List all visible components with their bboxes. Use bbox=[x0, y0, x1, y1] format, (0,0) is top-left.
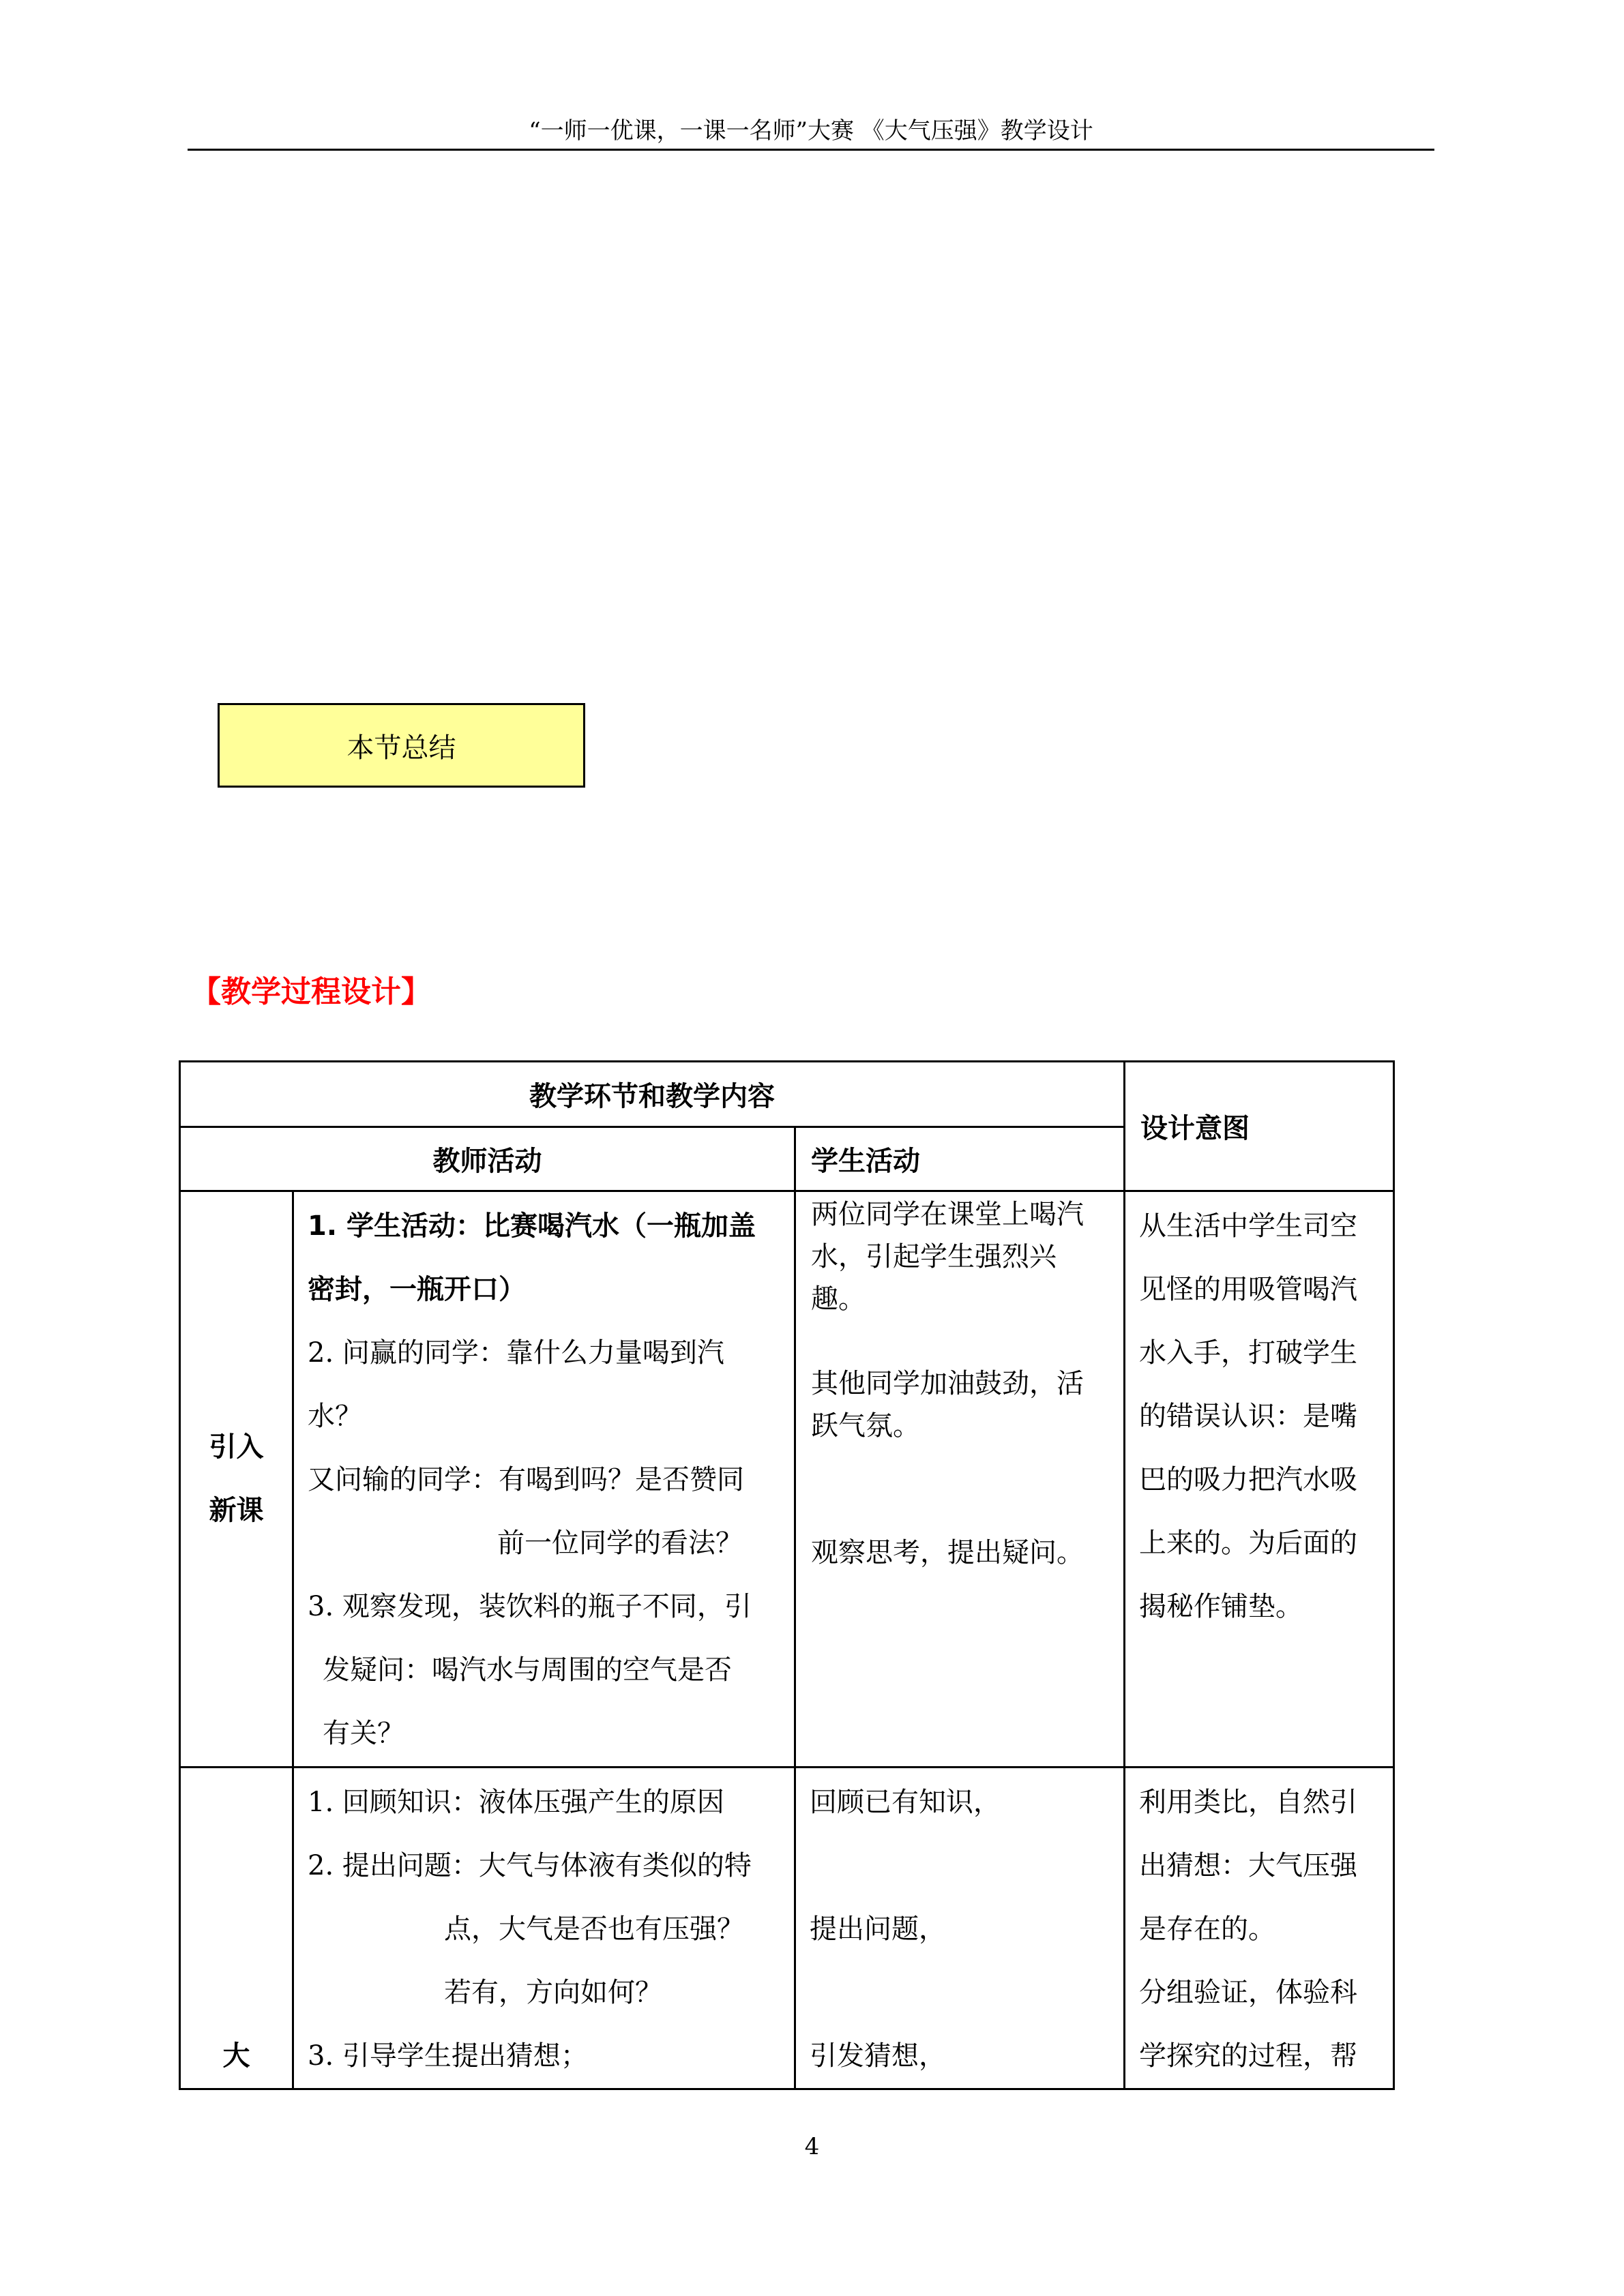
teacher-line: 2. 提出问题：大气与体液有类似的特 bbox=[308, 1850, 752, 1881]
stage-label: 新课 bbox=[209, 1495, 264, 1526]
student-line bbox=[810, 1961, 1111, 2025]
summary-box bbox=[218, 703, 585, 788]
student-line bbox=[811, 1320, 1112, 1362]
student-line bbox=[811, 1489, 1112, 1532]
design-intent-cell bbox=[1125, 1768, 1394, 2089]
intent-line: 出猜想：大气压强 bbox=[1139, 1850, 1357, 1881]
page-header: “一师一优课，一课一名师”大赛 《大气压强》教学设计 bbox=[529, 117, 1093, 145]
student-line bbox=[811, 1447, 1112, 1489]
student-line: 引发猜想， bbox=[810, 2040, 946, 2072]
teacher-line: 有关？ bbox=[323, 1718, 404, 1749]
teacher-line: 前一位同学的看法？ bbox=[497, 1527, 743, 1559]
teacher-line: 3. 引导学生提出猜想； bbox=[308, 2040, 588, 2072]
intent-line: 从生活中学生司空 bbox=[1139, 1210, 1357, 1242]
header-divider bbox=[188, 149, 1434, 151]
student-line: 回顾已有知识， bbox=[810, 1787, 1001, 1818]
teacher-line: 发疑问：喝汽水与周围的空气是否 bbox=[323, 1654, 732, 1686]
intent-line: 利用类比，自然引 bbox=[1139, 1787, 1357, 1818]
student-activity-cell bbox=[795, 1191, 1125, 1768]
student-line: 其他同学加油鼓劲，活 bbox=[811, 1368, 1084, 1399]
intent-line: 分组验证，体验科 bbox=[1139, 1977, 1357, 2008]
student-line: 观察思考，提出疑问。 bbox=[811, 1537, 1084, 1568]
table-header-main: 教学环节和教学内容 bbox=[180, 1062, 1125, 1127]
teacher-line: 密封，一瓶开口） bbox=[308, 1274, 526, 1305]
teacher-activity-cell bbox=[293, 1768, 795, 2089]
intent-line: 的错误认识：是嘴 bbox=[1139, 1401, 1357, 1432]
student-line: 趣。 bbox=[811, 1283, 866, 1315]
student-activity-cell bbox=[795, 1768, 1125, 2089]
table-row bbox=[180, 1191, 1394, 1768]
teacher-line: 若有，方向如何？ bbox=[444, 1977, 662, 2008]
student-line: 水，引起学生强烈兴 bbox=[811, 1241, 1057, 1272]
teacher-line: 水？ bbox=[308, 1401, 362, 1432]
summary-box-label: 本节总结 bbox=[346, 732, 456, 764]
table-header-intent: 设计意图 bbox=[1125, 1062, 1394, 1191]
page-number: 4 bbox=[804, 2133, 820, 2160]
intent-line: 上来的。为后面的 bbox=[1139, 1527, 1357, 1559]
intent-line: 巴的吸力把汽水吸 bbox=[1139, 1464, 1357, 1495]
student-line: 两位同学在课堂上喝汽 bbox=[811, 1199, 1084, 1230]
design-intent-cell bbox=[1125, 1191, 1394, 1768]
intent-line: 学探究的过程，帮 bbox=[1139, 2040, 1357, 2072]
section-title: 【教学过程设计】 bbox=[191, 974, 431, 1009]
intent-line: 见怪的用吸管喝汽 bbox=[1139, 1274, 1357, 1305]
stage-label: 大 bbox=[222, 2040, 250, 2072]
stage-cell bbox=[180, 1191, 293, 1768]
intent-line: 是存在的。 bbox=[1139, 1913, 1275, 1945]
stage-label: 引入 bbox=[209, 1431, 264, 1463]
table-header-teacher: 教师活动 bbox=[180, 1127, 795, 1191]
table-row bbox=[180, 1768, 1394, 2089]
student-line: 提出问题， bbox=[810, 1913, 946, 1945]
teacher-line: 又问输的同学：有喝到吗？是否赞同 bbox=[308, 1464, 744, 1495]
teacher-line: 3. 观察发现，装饮料的瓶子不同，引 bbox=[308, 1591, 752, 1622]
teacher-line: 1. 学生活动：比赛喝汽水（一瓶加盖 bbox=[308, 1210, 756, 1242]
stage-cell bbox=[180, 1768, 293, 2089]
intent-line: 揭秘作铺垫。 bbox=[1139, 1591, 1303, 1622]
student-line bbox=[810, 1834, 1111, 1898]
table-header-student: 学生活动 bbox=[795, 1127, 1125, 1191]
student-line: 跃气氛。 bbox=[811, 1410, 920, 1442]
teacher-line: 点，大气是否也有压强？ bbox=[444, 1913, 744, 1945]
teacher-activity-cell bbox=[293, 1191, 795, 1768]
intent-line: 水入手，打破学生 bbox=[1139, 1337, 1357, 1369]
teacher-line: 1. 回顾知识：液体压强产生的原因 bbox=[308, 1787, 724, 1818]
teacher-line: 2. 问赢的同学：靠什么力量喝到汽 bbox=[308, 1337, 724, 1369]
teaching-process-table bbox=[179, 1060, 1395, 2090]
